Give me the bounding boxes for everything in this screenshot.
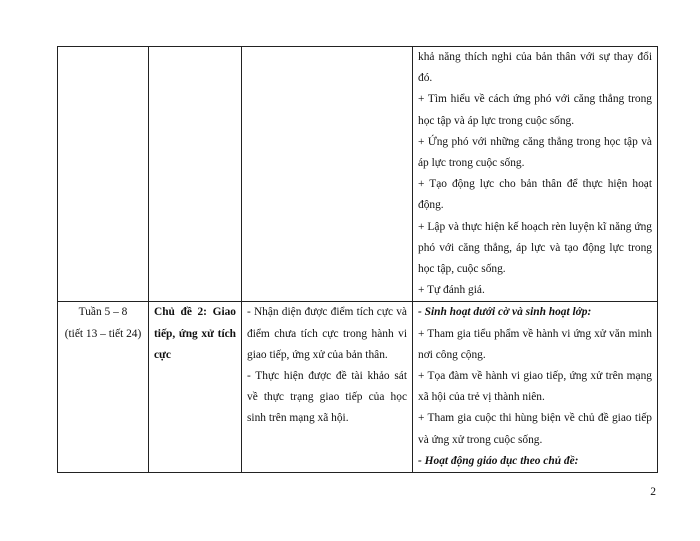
activity-item: + Tạo động lực cho bản thân để thực hiện hoạt động. bbox=[418, 178, 652, 212]
activities-heading: - Sinh hoạt dưới cờ và sinh hoạt lớp: bbox=[418, 306, 592, 319]
page-number: 2 bbox=[650, 486, 656, 498]
week-cell bbox=[58, 302, 149, 473]
table-row-continued bbox=[58, 47, 658, 302]
curriculum-table bbox=[57, 46, 658, 473]
periods-label: (tiết 13 – tiết 24) bbox=[64, 327, 142, 340]
activities-cell bbox=[413, 47, 658, 302]
topic-cell-empty bbox=[149, 47, 242, 302]
activity-item: + Tham gia cuộc thi hùng biện về chủ đề giao tiếp và ứng xử trong cuộc sống. bbox=[418, 412, 652, 446]
topic-title: Chủ đề 2: Giao tiếp, ứng xử tích cực bbox=[154, 306, 236, 361]
objectives-cell bbox=[242, 302, 413, 473]
activities-heading-2: - Hoạt động giáo dục theo chủ đề: bbox=[418, 454, 579, 467]
objective-item: - Nhận diện được điểm tích cực và điểm chưa tích cực trong hành vi giao tiếp, ứng xử của bản thân. bbox=[247, 306, 407, 361]
week-cell-empty bbox=[58, 47, 149, 302]
activities-cell bbox=[413, 302, 658, 473]
week-label: Tuần 5 – 8 bbox=[78, 306, 128, 319]
activity-item: + Tọa đàm về hành vi giao tiếp, ứng xử trên mạng xã hội của trẻ vị thành niên. bbox=[418, 370, 652, 404]
activity-item: + Tham gia tiểu phẩm về hành vi ứng xử văn minh nơi công cộng. bbox=[418, 327, 652, 361]
activity-item: + Ứng phó với những căng thẳng trong học tập và áp lực trong cuộc sống. bbox=[418, 135, 652, 170]
objective-item: - Thực hiện được đề tài khảo sát về thực trạng giao tiếp của học sinh trên mạng xã hội. bbox=[247, 370, 407, 425]
topic-cell bbox=[149, 302, 242, 473]
activity-item: + Tự đánh giá. bbox=[418, 284, 485, 297]
activity-item: khả năng thích nghi của bản thân với sự thay đổi đó. bbox=[418, 51, 652, 85]
table-row-week-5-8 bbox=[58, 302, 658, 473]
activity-item: + Lập và thực hiện kế hoạch rèn luyện kĩ năng ứng phó với căng thẳng, áp lực và tạo động lực trong học tập, cuộc sống. bbox=[418, 220, 652, 276]
objectives-cell-empty bbox=[242, 47, 413, 302]
activity-item: + Tìm hiểu về cách ứng phó với căng thẳng trong học tập và áp lực trong cuộc sống. bbox=[418, 93, 652, 127]
